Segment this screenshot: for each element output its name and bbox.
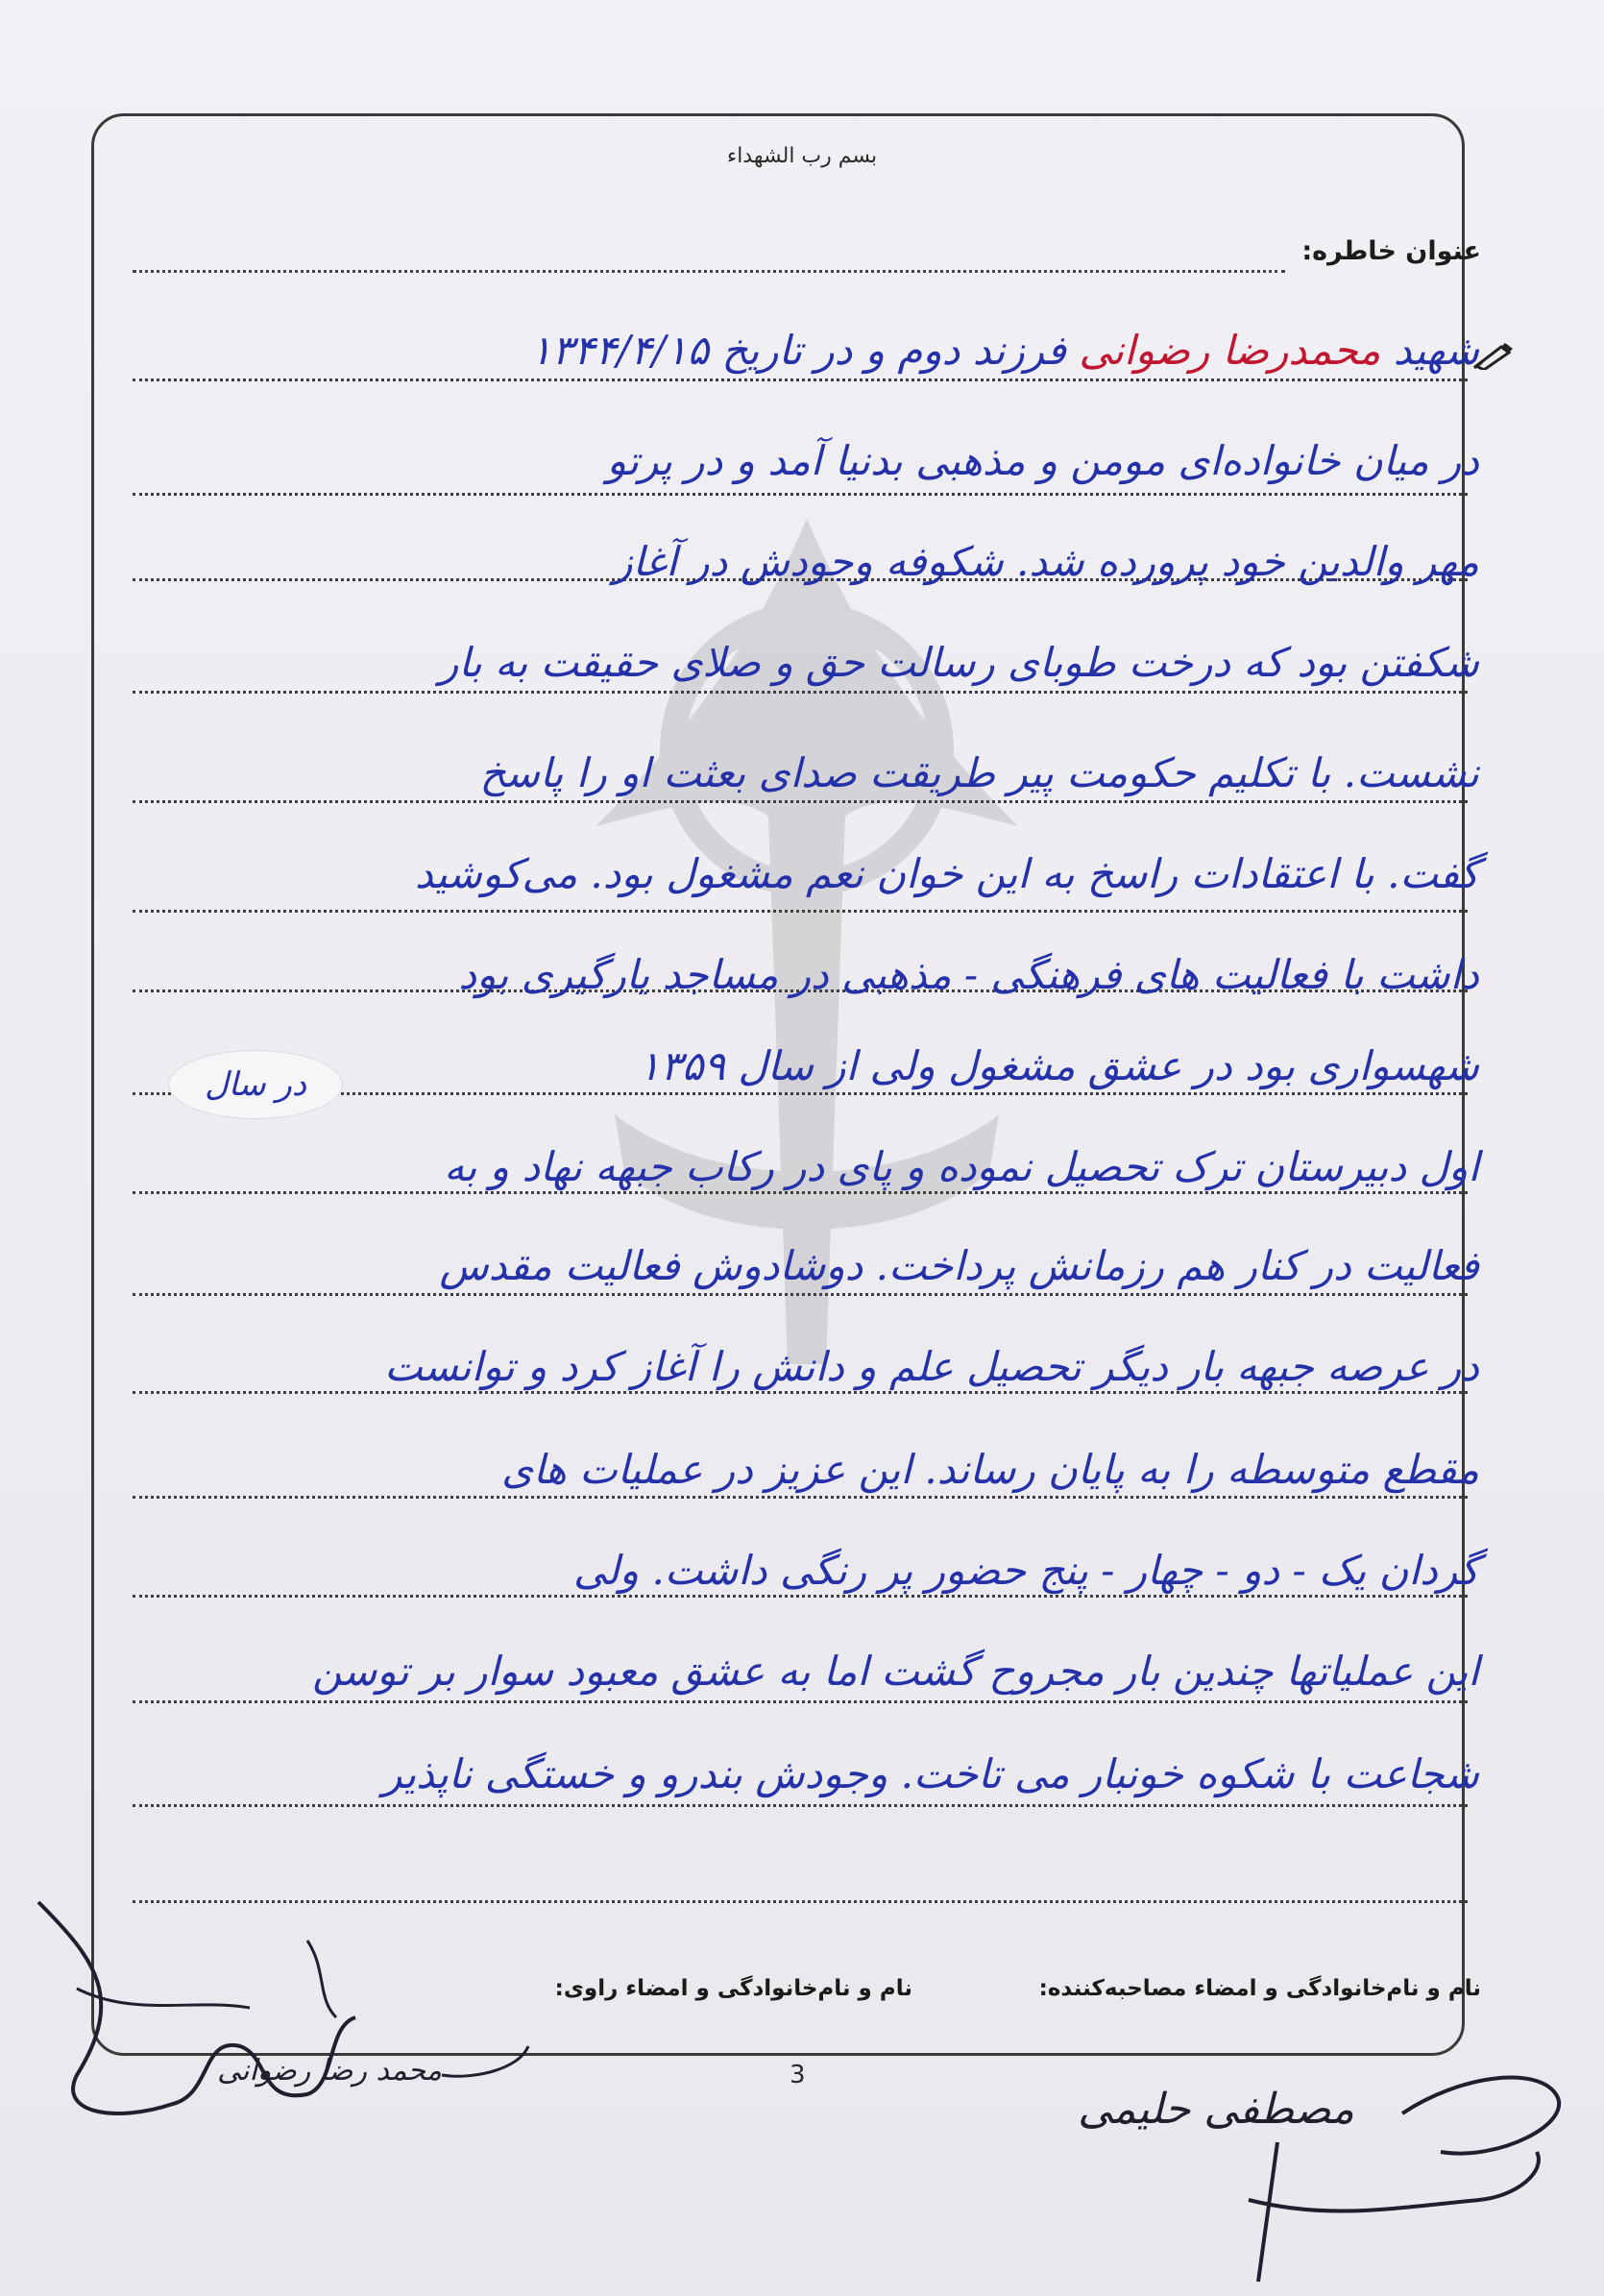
handwritten-line: شهید محمدرضا رضوانی فرزند دوم و در تاریخ ۱۳۴۴/۴/۱۵: [529, 327, 1479, 374]
handwritten-line: شکفتن بود که درخت طوبای رسالت حق و صلای حقیقت به بار: [439, 639, 1479, 686]
handwritten-line: داشت با فعالیت های فرهنگی - مذهبی در مساجد یارگیری بود: [458, 951, 1479, 998]
writing-rule: [133, 1595, 1468, 1598]
writing-rule: [133, 691, 1468, 694]
writing-rule: [133, 910, 1468, 913]
writing-rule: [133, 1191, 1468, 1194]
handwritten-line: گردان یک - دو - چهار - پنج حضور پر رنگی داشت. ولی: [573, 1547, 1479, 1594]
handwritten-line: فعالیت در کنار هم رزمانش پرداخت. دوشادوش فعالیت مقدس: [439, 1242, 1479, 1289]
writing-rule: [133, 493, 1468, 496]
handwritten-line: اول دبیرستان ترک تحصیل نموده و پای در رکاب جبهه نهاد و به: [444, 1143, 1479, 1190]
interviewer-signature-label: نام و نام‌خانوادگی و امضاء مصاحبه‌کننده:: [1038, 1976, 1481, 2001]
title-dotted-line: [133, 270, 1285, 273]
writing-rule: [133, 1496, 1468, 1499]
handwritten-line: در میان خانواده‌ای مومن و مذهبی بدنیا آمد و در پرتو: [606, 437, 1479, 484]
writing-rule: [133, 1391, 1468, 1394]
inserted-note: در سال: [168, 1050, 343, 1119]
narrator-signature-label: نام و نام‌خانوادگی و امضاء راوی:: [554, 1976, 912, 2001]
handwritten-line: نشست. با تکلیم حکومت پیر طریقت صدای بعثت او را پاسخ: [479, 749, 1479, 796]
writing-rule: [133, 1700, 1468, 1703]
name-highlight: محمدرضا رضوانی: [1079, 327, 1381, 374]
handwritten-line: شجاعت با شکوه خونبار می تاخت. وجودش بندرو و خستگی ناپذیر: [382, 1750, 1479, 1797]
svg-text:مصطفی حلیمی: مصطفی حلیمی: [1078, 2085, 1354, 2134]
handwritten-line: در عرصه جبهه بار دیگر تحصیل علم و دانش را آغاز کرد و توانست: [384, 1343, 1479, 1390]
svg-text:محمد رضا رضوانی: محمد رضا رضوانی: [217, 2054, 442, 2088]
page-number: 3: [790, 2061, 806, 2089]
basmala-header: بسم رب الشهداء: [726, 144, 878, 168]
writing-rule: [133, 1293, 1468, 1296]
writing-rule: [133, 379, 1468, 381]
handwritten-line: این عملیاتها چندین بار مجروح گشت اما به عشق معبود سوار بر توسن: [312, 1648, 1479, 1695]
handwritten-line: مهر والدین خود پرورده شد. شکوفه وجودش در آغاز: [613, 538, 1479, 585]
writing-rule: [133, 800, 1468, 803]
writing-rule: [133, 1900, 1468, 1903]
handwritten-line: مقطع متوسطه را به پایان رساند. این عزیز در عملیات های: [501, 1446, 1479, 1493]
handwritten-line: شهسواری بود در عشق مشغول ولی از سال ۱۳۵۹: [638, 1042, 1479, 1089]
interviewer-signature: [1037, 2056, 1575, 2286]
title-label: عنوان خاطره:: [1301, 236, 1481, 266]
handwritten-line: گفت. با اعتقادات راسخ به این خوان نعم مشغول بود. می‌کوشید: [414, 850, 1479, 897]
writing-rule: [133, 1804, 1468, 1807]
